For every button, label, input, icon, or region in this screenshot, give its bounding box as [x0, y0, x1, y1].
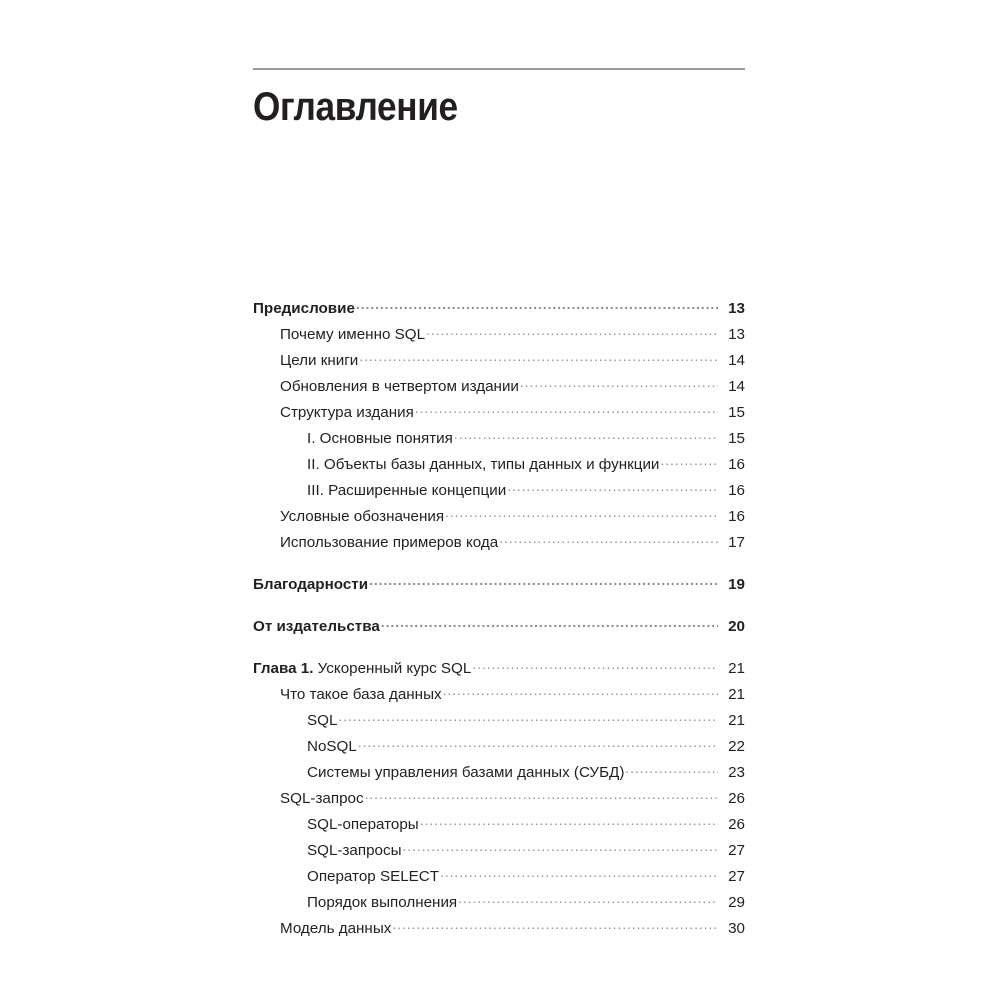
page-title: Оглавление — [253, 85, 458, 129]
toc-entry-page-number: 21 — [728, 712, 745, 730]
toc-entry-page-number: 27 — [728, 842, 745, 860]
toc-dot-leader — [381, 616, 718, 631]
toc-entry-page-number: 16 — [728, 456, 745, 474]
toc-dot-leader — [359, 350, 718, 365]
toc-entry-label — [253, 300, 355, 317]
toc-dot-leader — [507, 480, 718, 495]
toc-entry-label — [253, 618, 380, 635]
toc-dot-leader — [392, 918, 718, 933]
toc-entry-title: SQL-операторы — [307, 816, 419, 834]
toc-entry[interactable] — [253, 480, 745, 506]
toc-entry-page-number: 13 — [728, 300, 745, 318]
toc-dot-leader — [369, 574, 718, 589]
toc-entry-label — [253, 576, 368, 593]
toc-entry-page-number: 15 — [728, 404, 745, 422]
toc-entry-title: Цели книги — [280, 352, 359, 370]
toc-entry-page-number: 21 — [728, 660, 745, 678]
toc-entry-page-number: 27 — [728, 868, 745, 886]
toc-entry-label — [307, 738, 357, 755]
toc-entry-label — [307, 764, 624, 781]
toc-dot-leader — [458, 892, 718, 907]
toc-entry[interactable] — [253, 402, 745, 428]
toc-entry[interactable] — [253, 350, 745, 376]
toc-entry[interactable] — [253, 710, 745, 736]
toc-entry-label — [307, 894, 457, 911]
toc-entry[interactable] — [253, 840, 745, 866]
toc-entry[interactable] — [253, 574, 745, 600]
toc-entry-title: Благодарности — [253, 576, 369, 594]
toc-entry-label — [280, 534, 498, 551]
toc-entry-page-number: 26 — [728, 790, 745, 808]
toc-entry-page-number: 16 — [728, 482, 745, 500]
toc-dot-leader — [365, 788, 718, 803]
toc-entry-title: Предисловие — [253, 300, 355, 318]
toc-entry[interactable] — [253, 658, 745, 684]
toc-entry[interactable] — [253, 736, 745, 762]
toc-dot-leader — [445, 506, 718, 521]
toc-entry-label — [307, 430, 453, 447]
toc-entry-title: III. Расширенные концепции — [307, 482, 507, 500]
toc-entry-label — [280, 508, 444, 525]
toc-entry[interactable] — [253, 892, 745, 918]
toc-dot-leader — [338, 710, 718, 725]
toc-entry-label — [280, 378, 519, 395]
toc-entry[interactable] — [253, 376, 745, 402]
toc-entry-title: I. Основные понятия — [307, 430, 453, 448]
toc-entry-page-number: 23 — [728, 764, 745, 782]
toc-entry-title: Оператор SELECT — [307, 868, 440, 886]
toc-entry-title: Обновления в четвертом издании — [280, 378, 519, 396]
toc-entry-chapter-number: Глава 1. — [253, 660, 314, 678]
toc-entry-label — [253, 660, 471, 677]
toc-entry-page-number: 30 — [728, 920, 745, 938]
toc-entry-page-number: 14 — [728, 352, 745, 370]
toc-entry-title: Порядок выполнения — [307, 894, 458, 912]
toc-entry-label — [307, 456, 659, 473]
toc-entry-title: Что такое база данных — [280, 686, 442, 704]
toc-dot-leader — [402, 840, 718, 855]
toc-entry-title: Системы управления базами данных (СУБД) — [307, 764, 625, 782]
toc-dot-leader — [443, 684, 718, 699]
toc-entry-label — [307, 482, 506, 499]
toc-dot-leader — [426, 324, 718, 339]
toc-dot-leader — [358, 736, 718, 751]
toc-entry[interactable] — [253, 684, 745, 710]
toc-entry-title: От издательства — [253, 618, 380, 636]
toc-dot-leader — [520, 376, 718, 391]
toc-entry-title: Модель данных — [280, 920, 392, 938]
toc-dot-leader — [440, 866, 718, 881]
toc-entry-page-number: 26 — [728, 816, 745, 834]
toc-entry-label — [307, 712, 337, 729]
toc-entry-page-number: 13 — [728, 326, 745, 344]
toc-entry-page-number: 29 — [728, 894, 745, 912]
toc-entry[interactable] — [253, 918, 745, 944]
toc-entry[interactable] — [253, 428, 745, 454]
toc-entry-label — [307, 868, 439, 885]
toc-entry-title: Ускоренный курс SQL — [317, 660, 472, 678]
toc-dot-leader — [356, 298, 718, 313]
toc-entry-title: NoSQL — [307, 738, 357, 756]
table-of-contents — [253, 298, 745, 944]
toc-entry[interactable] — [253, 762, 745, 788]
toc-dot-leader — [499, 532, 718, 547]
toc-entry-page-number: 20 — [728, 618, 745, 636]
toc-entry-title: SQL-запросы — [307, 842, 402, 860]
toc-entry-page-number: 19 — [728, 576, 745, 594]
toc-entry-label — [307, 816, 419, 833]
toc-entry[interactable] — [253, 298, 745, 324]
toc-entry[interactable] — [253, 324, 745, 350]
toc-entry-title: SQL — [307, 712, 338, 730]
toc-dot-leader — [472, 658, 718, 673]
toc-entry-label — [280, 404, 414, 421]
toc-entry-title: Использование примеров кода — [280, 534, 499, 552]
toc-entry-title: Условные обозначения — [280, 508, 445, 526]
toc-entry-label — [280, 920, 391, 937]
toc-entry[interactable] — [253, 788, 745, 814]
page-header — [253, 68, 745, 128]
toc-entry-page-number: 15 — [728, 430, 745, 448]
toc-entry-page-number: 22 — [728, 738, 745, 756]
toc-entry-page-number: 17 — [728, 534, 745, 552]
toc-entry-title: SQL-запрос — [280, 790, 364, 808]
toc-dot-leader — [454, 428, 718, 443]
toc-entry-title: Почему именно SQL — [280, 326, 426, 344]
toc-entry-page-number: 21 — [728, 686, 745, 704]
toc-entry-label — [280, 326, 425, 343]
toc-entry-label — [280, 790, 364, 807]
toc-entry[interactable] — [253, 866, 745, 892]
toc-entry[interactable] — [253, 532, 745, 558]
toc-entry-title: II. Объекты базы данных, типы данных и функции — [307, 456, 660, 474]
toc-entry-title: Структура издания — [280, 404, 414, 422]
toc-dot-leader — [660, 454, 718, 469]
toc-entry-label — [280, 686, 442, 703]
toc-entry[interactable] — [253, 616, 745, 642]
toc-entry-page-number: 16 — [728, 508, 745, 526]
toc-entry-page-number: 14 — [728, 378, 745, 396]
toc-dot-leader — [625, 762, 718, 777]
toc-dot-leader — [415, 402, 718, 417]
toc-dot-leader — [420, 814, 718, 829]
toc-entry[interactable] — [253, 506, 745, 532]
toc-entry[interactable] — [253, 814, 745, 840]
toc-entry-label — [280, 352, 358, 369]
toc-entry[interactable] — [253, 454, 745, 480]
toc-entry-label — [307, 842, 401, 859]
